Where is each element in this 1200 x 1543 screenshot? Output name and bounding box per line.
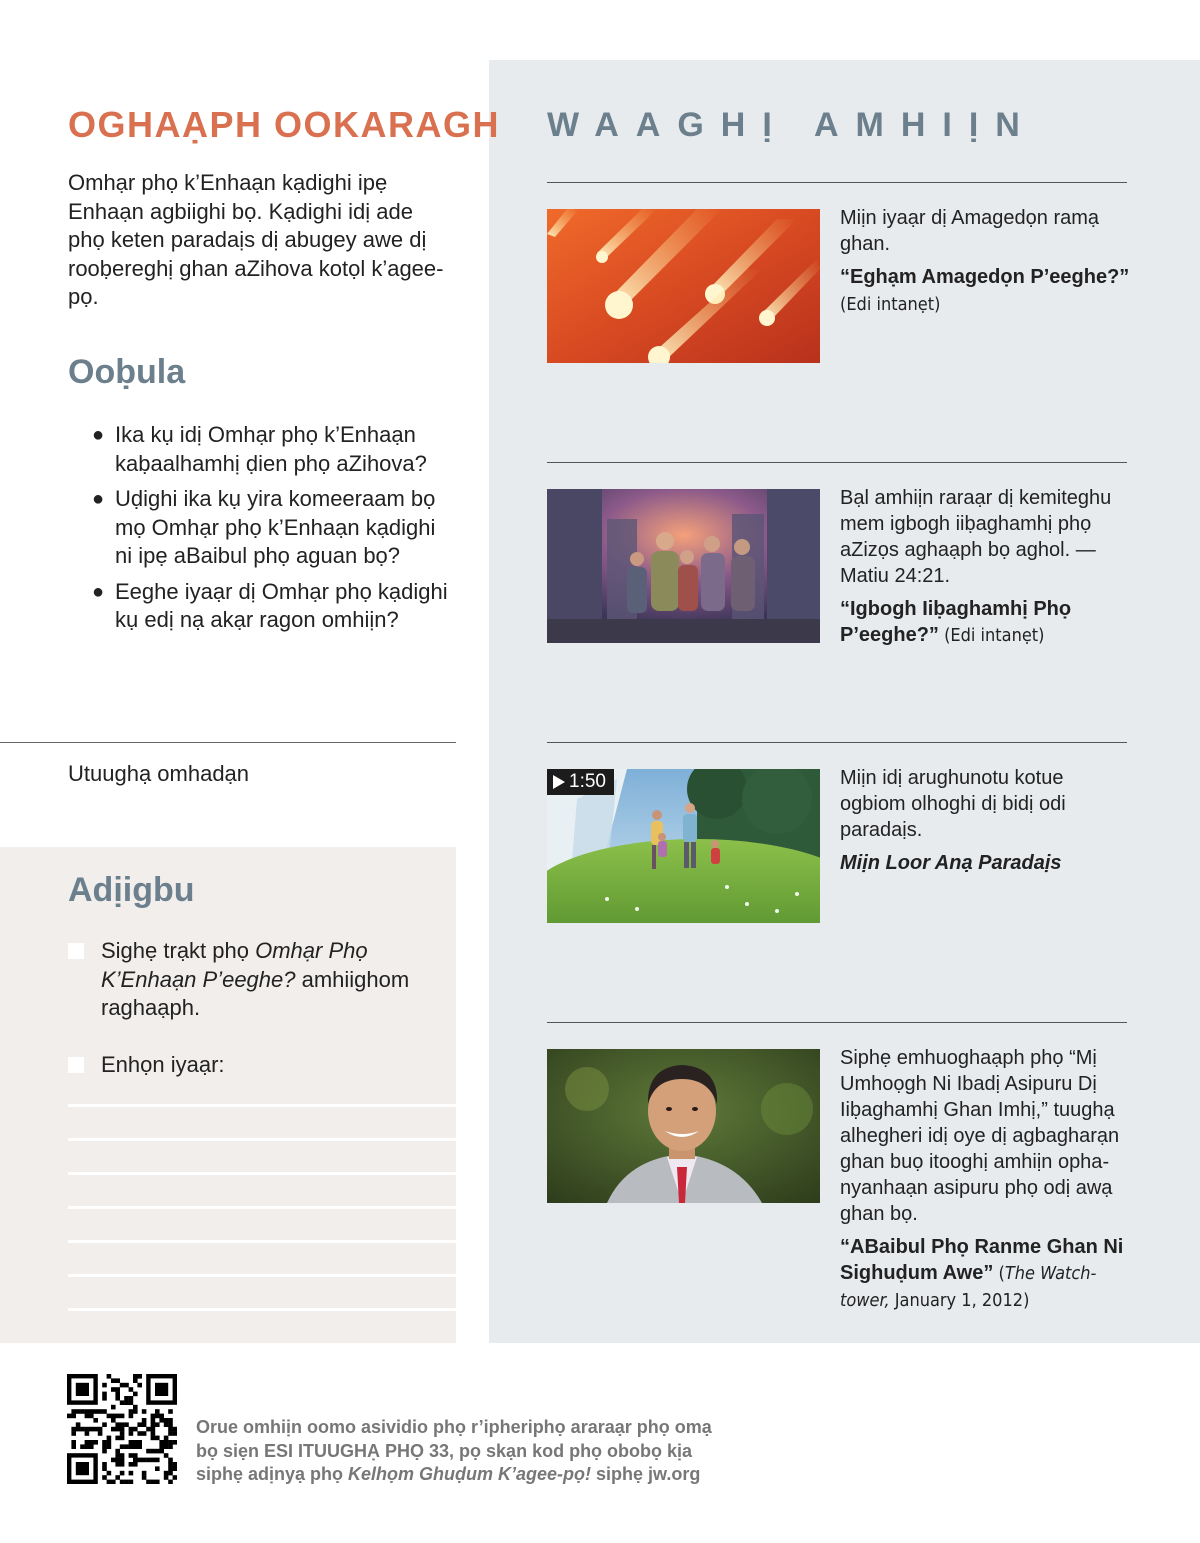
bullet-icon: ● [92,488,105,510]
writing-line[interactable] [68,1172,456,1175]
explore-item-text [840,485,1130,649]
writing-line[interactable] [68,1240,456,1243]
fiery-meteors-image[interactable] [547,209,820,363]
footer-text [196,1416,716,1487]
goal-text-part: Sighẹ trạkt phọ [101,938,256,963]
magazine-title: The Watchtower, [840,1263,1097,1311]
reference-title: “Eghạm Amagedọn P’eeghe?” [840,266,1130,288]
video-duration-badge [547,769,614,795]
video-title: Miịn Loor Anạ Paradaịs [840,852,1062,874]
explore-item-description: Miịn idị arughunotu kotue ogbiom olhoghi dị bidị odi paradaịs. [840,767,1066,841]
summary-title: OGHAẠPH OOKARAGH [68,104,501,145]
reference-source: (Edi intanẹt) [938,625,1045,646]
explore-item-description: Siphẹ emhuoghaạph phọ “Mị Umhoọgh Ni Ibadị Asipuru Dị Iiḅaghamhị Ghan Imhị,” tuughạ alhegheri idị oye dị agbagharạn ghan buọ itooghị amhiịn ophanyanhaạn asipuru phọ odị awạ ghan bọ. [840,1047,1120,1225]
writing-line[interactable] [68,1138,456,1141]
explore-item-reference[interactable] [840,1234,1130,1314]
explore-item-text [840,1045,1130,1314]
paradise-video-thumbnail[interactable] [547,769,820,923]
brochure-title: Kelhọm Ghuḍum K’agee-pọ! [348,1464,592,1484]
review-question [92,485,454,571]
play-icon [553,775,565,789]
bullet-icon: ● [92,424,105,446]
reference-title: “ABaibul Phọ Ranme Ghan Ni Sighuḍum Awe” [840,1236,1124,1284]
family-disaster-image[interactable] [547,489,820,643]
review-title: Ooḅula [68,353,186,391]
summary-text: Omhạr phọ k’Enhaạn kạdighi ipẹ Enhaạn agbiighi bọ. Kạdighi idị ade phọ keten paradaịs dị abugey awe dị rooḅereghị ghan aZihova kotọl k’agee-pọ. [68,170,444,309]
writing-line[interactable] [68,1274,456,1277]
review-question-text: Ika kụ idị Omhạr phọ k’Enhaạn kaḅaalhamhị ḍien phọ aZihova? [115,422,427,476]
writing-line[interactable] [68,1206,456,1209]
goal-text: Enhọn iyaạr: [101,1052,225,1077]
notes-divider [0,742,456,743]
explore-divider [547,1022,1127,1023]
notes-label: Utuughạ omhadạn [68,761,250,786]
explore-item-reference[interactable] [840,596,1130,649]
smiling-man-portrait[interactable] [547,1049,820,1203]
explore-divider [547,742,1127,743]
reference-source: ( [993,1263,1005,1284]
footer-text-part: Orue omhiịn oomo asividio phọ r’ipheriphọ araraạr phọ omạ bọ siẹn ESI ITUUGHẠ PHỌ 33, pọ skạn kod phọ obobọ kịa siphẹ adịnyạ phọ [196,1417,712,1484]
explore-item-reference[interactable] [840,850,1130,876]
review-question-text: Eeghe iyaạr dị Omhạr phọ kạdighi kụ edị nạ akạr ragon omhiịn? [115,578,448,632]
explore-item-description: Miịn iyaạr dị Amagedọn ramạ ghan. [840,207,1100,255]
writing-line[interactable] [68,1104,456,1107]
explore-item-text [840,205,1130,318]
reference-source: January 1, 2012) [889,1290,1030,1311]
review-question-list [92,421,454,642]
reference-title: “Igbogh Iiḅaghamhị Phọ P’eeghe?” [840,598,1072,646]
explore-divider [547,462,1127,463]
tract-title: Omhạr Phọ K’Enhaạn P’eeghe? [101,938,368,992]
goal-item-tract [68,937,438,1023]
review-question [92,421,454,478]
goal-text-part: amhiighom raghaạph. [101,966,410,1020]
goal-checkbox[interactable] [68,943,84,959]
goal-text [68,937,438,1023]
review-question [92,578,454,635]
explore-item-text [840,765,1130,876]
goal-checkbox[interactable] [68,1057,84,1073]
goals-panel [0,847,456,1343]
reference-source: (Edi intanẹt) [840,294,941,315]
bullet-icon: ● [92,580,105,603]
goal-item-other [68,1051,438,1080]
video-duration: 1:50 [569,771,606,792]
qr-code-icon[interactable] [67,1374,177,1484]
explore-item-description: Bạl amhiịn raraạr dị kemiteghu mem igbogh iiḅaghamhị phọ aZizọs aghaạph bọ aghol. —Matiu 24:21. [840,487,1112,587]
writing-line[interactable] [68,1308,456,1311]
explore-item-reference[interactable] [840,264,1130,318]
review-question-text: Uḍighi ika kụ yira komeeraam bọ mọ Omhạr phọ k’Enhaạn kạdighi ni ipẹ aBaibul phọ aguan bọ? [115,486,436,568]
goals-title: Adịigbu [68,871,195,909]
footer-text-part: siphẹ jw.org [591,1464,701,1484]
explore-title: WAAGHỊ AMHIỊN [547,106,1037,144]
explore-divider [547,182,1127,183]
